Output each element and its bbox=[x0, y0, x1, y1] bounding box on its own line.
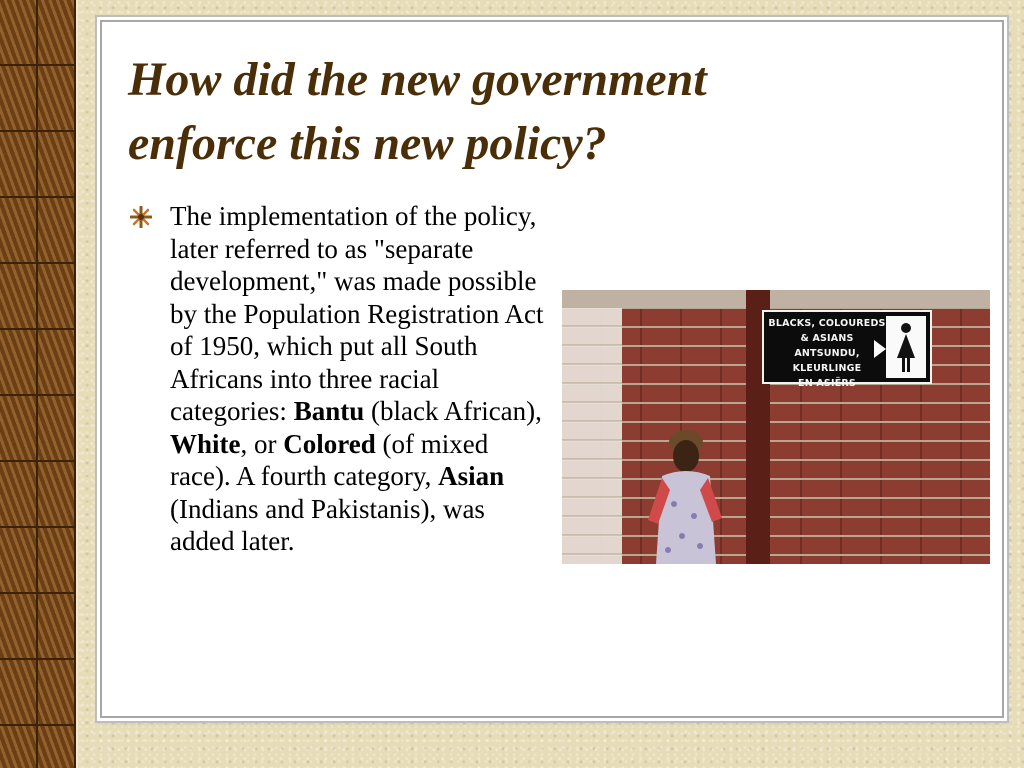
title-line-2: enforce this new policy? bbox=[128, 117, 607, 170]
sign-arrow-icon bbox=[874, 340, 886, 358]
body-text-3: , or bbox=[240, 428, 284, 459]
sign-line-2: & ASIANS bbox=[800, 333, 854, 344]
decorative-wood-strip bbox=[0, 0, 76, 768]
term-colored: Colored bbox=[283, 428, 376, 459]
sign-line-4: EN ASIËRS bbox=[798, 378, 856, 389]
slide-title bbox=[128, 48, 888, 176]
woman-figure-icon bbox=[886, 316, 926, 378]
body-text-2: (black African), bbox=[364, 396, 542, 426]
bullet-text bbox=[170, 200, 550, 558]
term-asian: Asian bbox=[438, 461, 505, 491]
photo-wall-ledge bbox=[562, 290, 990, 308]
apartheid-sign-photo bbox=[562, 290, 990, 564]
sign-text bbox=[768, 316, 886, 391]
sign-line-1: BLACKS, COLOUREDS bbox=[768, 318, 886, 329]
body-text-1: The implementation of the policy, later referred to as "separate development," was made possible by the Population Registration Act of 1950, which put all South Africans into three racial categories: bbox=[170, 201, 544, 426]
body-text-4: (of mixed race). A fourth category, bbox=[170, 428, 489, 491]
child-figure bbox=[638, 420, 732, 564]
sign-line-3: ANTSUNDU, KLEURLINGE bbox=[792, 348, 862, 374]
title-line-1: How did the new government bbox=[128, 53, 707, 106]
strip-edge-line bbox=[76, 0, 78, 768]
term-white: White bbox=[170, 428, 241, 459]
term-bantu: Bantu bbox=[293, 396, 365, 426]
body-text-5: (Indians and Pakistanis), was added later. bbox=[170, 493, 485, 556]
asterisk-star-bullet-icon bbox=[130, 206, 152, 228]
photo-whitewashed-bricks bbox=[562, 308, 622, 564]
sign-pictogram-panel bbox=[886, 316, 926, 378]
segregation-sign bbox=[762, 310, 932, 389]
